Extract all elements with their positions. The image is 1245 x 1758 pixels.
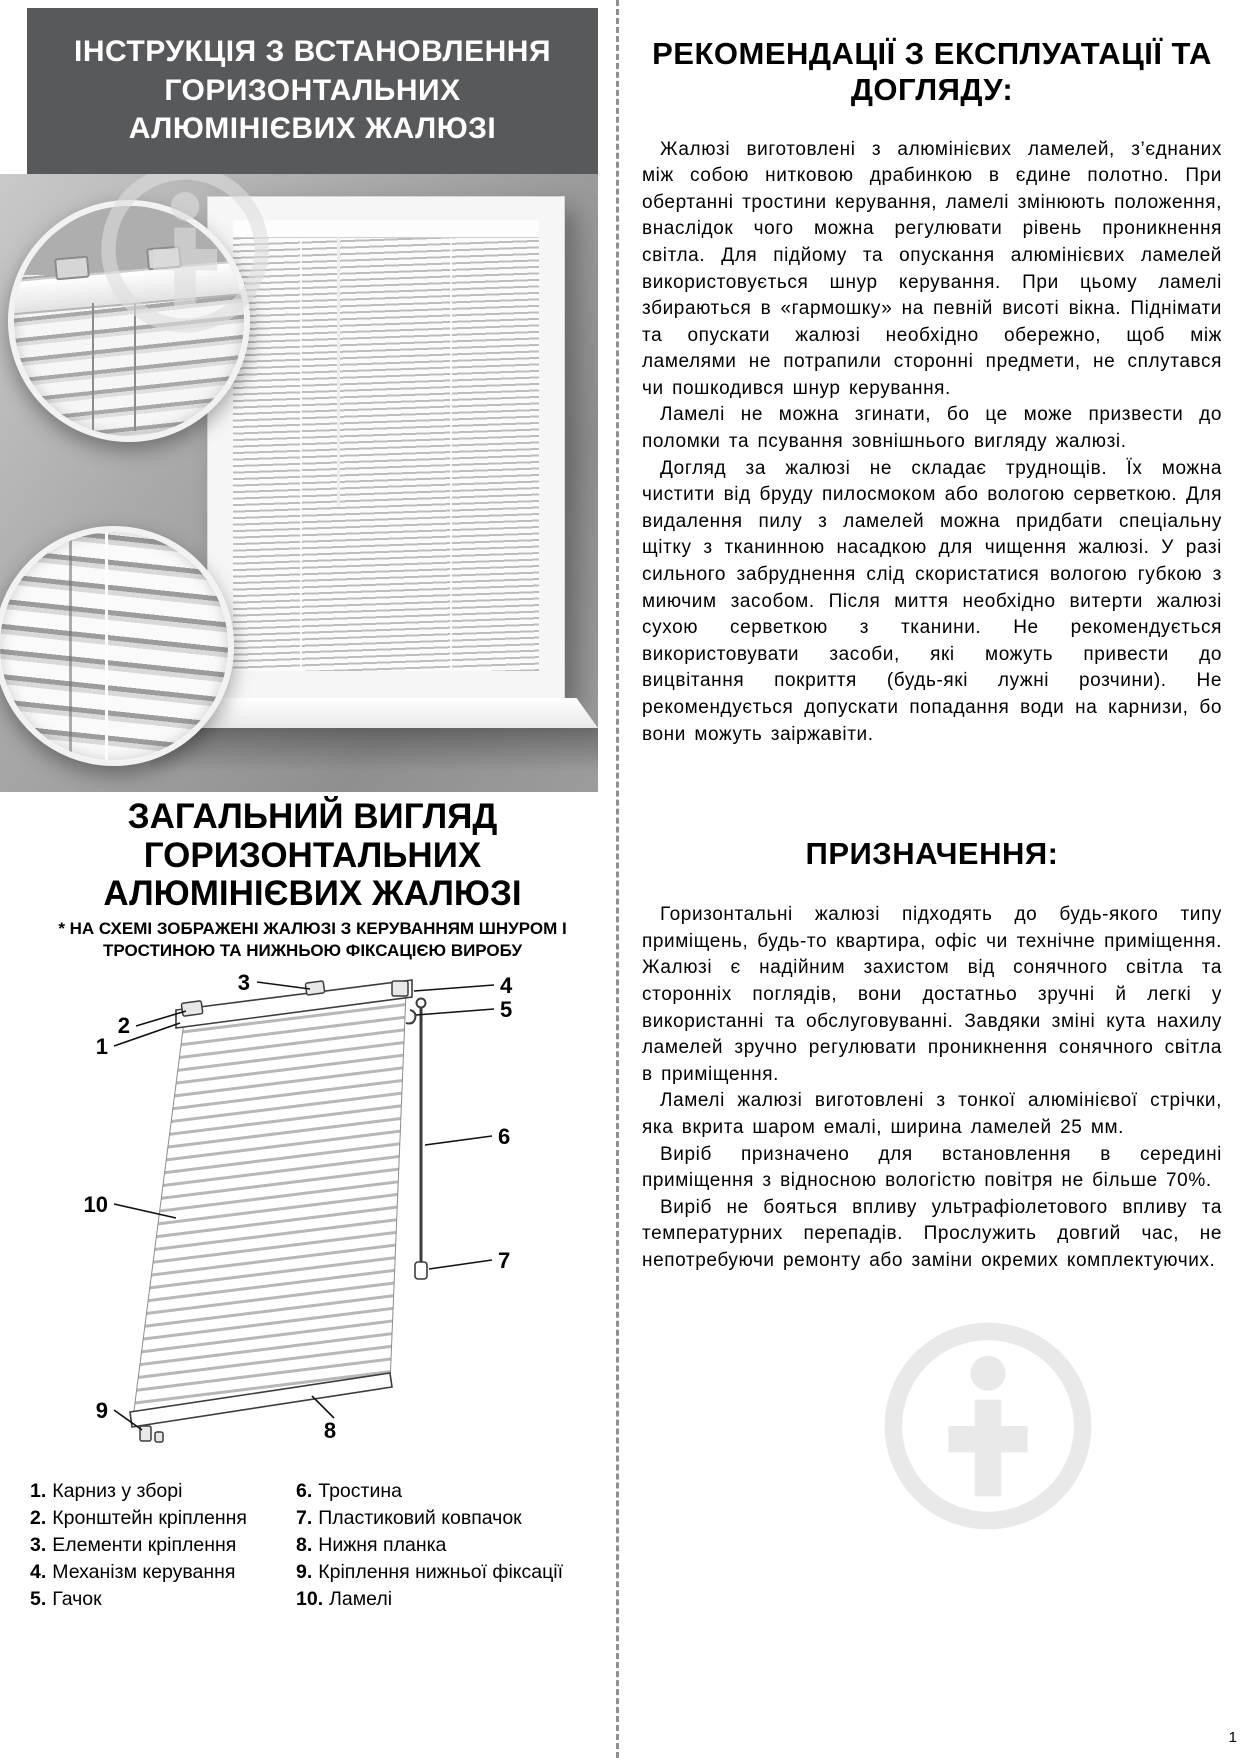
page-number: 1: [1228, 1729, 1237, 1746]
diagram-bottom-fixation: [155, 1432, 163, 1442]
legend-column-1: [30, 1478, 292, 1613]
diagram-number-9: 9: [95, 1398, 108, 1423]
diagram-lamellae: [132, 992, 406, 1426]
legend: [30, 1478, 598, 1613]
recommendations-paragraph: Догляд за жалюзі не складає труднощів. Їх можна чистити від бруду пилосмоком або вологою серветкою. Для видалення пилу з ламелей можна придбати спеціальну щітку з тканинною насадкою для чищення жалюзі. У разі сильного забруднення слід скористатися вологою губкою з миючим засобом. Після миття необхідно витерти жалюзі сухою серветкою з тканини. Не рекомендується використовувати засоби, які можуть привести до вицвітання покриття (будь-які лужні розчини). Не рекомендується допускати попадання води на карнизи, бо вони можуть заіржавіти.: [642, 457, 1222, 745]
recommendations-title: РЕКОМЕНДАЦІЇ З ЕКСПЛУАТАЦІЇ ТА ДОГЛЯДУ:: [652, 36, 1212, 108]
diagram-number-2: 2: [117, 1013, 130, 1038]
purpose-paragraph: Виріб призначено для встановлення в середині приміщення з відносною вологістю повітря не більше 70%.: [642, 1143, 1222, 1192]
diagram-bottom-fixation: [140, 1426, 151, 1441]
purpose-paragraph: Ламелі жалюзі виготовлені з тонкої алюмінієвої стрічки, яка вкрита шаром емалі, ширина ламелей 25 мм.: [642, 1090, 1222, 1138]
legend-item: 8. Нижня планка: [296, 1534, 447, 1556]
diagram-number-5: 5: [500, 997, 513, 1022]
purpose-paragraph: Горизонтальні жалюзі підходять до будь-якого типу приміщень, будь-то квартира, офіс чи технічне приміщення. Жалюзі є надійним захистом від сонячного світла та сторонніх поглядів, вони достатньо зручні й легкі у використанні та обслуговуванні. Завдяки зміні кута нахилу ламелей зручно регулювати проникнення сонячного світла в приміщення.: [642, 904, 1222, 1085]
recommendations-paragraph: Жалюзі виготовлені з алюмінієвих ламелей, з’єднаних між собою нитковою драбинкою в єдине полотно. При обертанні тростини керування, ламелі змінюють положення, внаслідок чого можна регулювати рівень проникнення світла. Для підйому та опускання алюмінієвих ламелей використовується шнур керування. При цьому ламелі збираються в «гармошку» на певній висоті вікна. Піднімати та опускати жалюзі необхідно обережно, щоб між ламелями не потрапили сторонні предмети, не сплутався чи пошкодився шнур керування.: [642, 138, 1222, 399]
column-divider: [616, 0, 619, 1758]
blinds-photo: [0, 174, 598, 792]
brand-watermark-icon: [96, 174, 274, 338]
diagram-number-8: 8: [323, 1418, 337, 1443]
window-sill: [168, 698, 598, 728]
legend-item: 2. Кронштейн кріплення: [30, 1507, 247, 1529]
callout-cord: [92, 303, 94, 432]
diagram-hook: [406, 1010, 415, 1024]
legend-item: 9. Кріплення нижньої фіксації: [296, 1561, 564, 1583]
brand-watermark-icon: [878, 1316, 1098, 1536]
diagram-number-3: 3: [237, 970, 250, 995]
overview-title: ЗАГАЛЬНИЙ ВИГЛЯД ГОРИЗОНТАЛЬНИХ АЛЮМІНІЄВИХ ЖАЛЮЗІ: [103, 797, 522, 913]
diagram-number-10: 10: [83, 1192, 108, 1217]
legend-item: 4. Механізм керування: [30, 1561, 236, 1583]
install-title-box: [27, 8, 598, 174]
recommendations-paragraph: Ламелі не можна згинати, бо це може призвести до поломки та псування зовнішнього вигляду жалюзі.: [642, 404, 1222, 453]
window-blinds: [233, 220, 539, 671]
legend-item: 10. Ламелі: [296, 1588, 393, 1610]
overview-note: * НА СХЕМІ ЗОБРАЖЕНІ ЖАЛЮЗІ З КЕРУВАННЯМ ШНУРОМ І ТРОСТИНОЮ ТА НИЖНЬОЮ ФІКСАЦІЄЮ ВИРОБУ: [58, 919, 567, 961]
right-column: [642, 36, 1222, 1275]
purpose-title: ПРИЗНАЧЕННЯ:: [805, 836, 1059, 872]
legend-item: 1. Карниз у зборі: [30, 1480, 183, 1502]
legend-item: 3. Елементи кріплення: [30, 1534, 237, 1556]
diagram-control-mechanism: [392, 981, 408, 996]
callout-bracket: [54, 255, 90, 280]
legend-item: 7. Пластиковий ковпачок: [296, 1507, 522, 1529]
diagram-number-6: 6: [498, 1124, 511, 1149]
legend-column-2: [296, 1478, 598, 1613]
legend-item: 6. Тростина: [296, 1480, 402, 1502]
blinds-wand: [337, 236, 340, 507]
install-title: ІНСТРУКЦІЯ З ВСТАНОВЛЕННЯ ГОРИЗОНТАЛЬНИХ АЛЮМІНІЄВИХ ЖАЛЮЗІ: [73, 35, 552, 146]
diagram-number-4: 4: [500, 973, 513, 998]
diagram-number-1: 1: [95, 1034, 108, 1059]
diagram-number-7: 7: [498, 1248, 511, 1273]
blinds-headrail: [233, 220, 539, 238]
sill-shadow: [150, 728, 598, 772]
detail-callout-slats: [0, 526, 234, 766]
diagram-wand-hook: [417, 999, 426, 1008]
diagram-bracket: [181, 1001, 203, 1017]
diagram-plastic-cap: [415, 1262, 427, 1279]
blinds-diagram: [14, 966, 589, 1474]
purpose-paragraph: Виріб не бояться впливу ультрафіолетового впливу та температурних перепадів. Прослужить довгий час, не непотребуючи ремонту або заміни окремих комплектуючих.: [642, 1196, 1222, 1271]
legend-item: 5. Гачок: [30, 1588, 102, 1610]
